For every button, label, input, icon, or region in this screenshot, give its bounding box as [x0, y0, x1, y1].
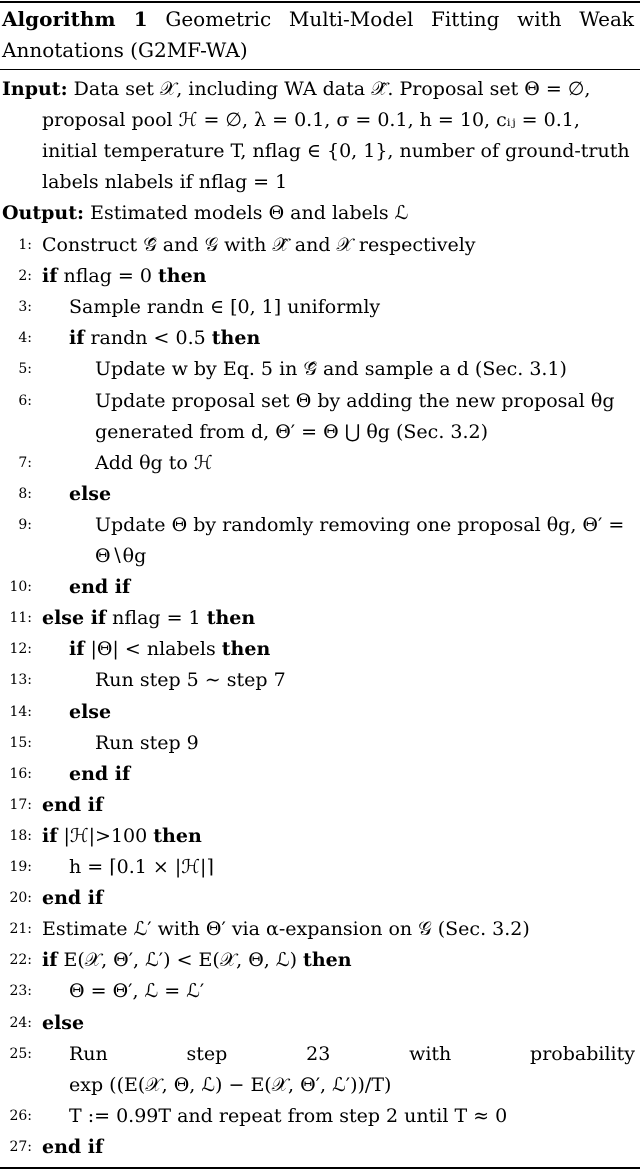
- line-text: Add θg to ℋ: [95, 451, 213, 474]
- line-text: E(𝒳, Θ′, ℒ′) < E(𝒳, Θ, ℒ): [63, 949, 297, 972]
- algorithm-line: [0, 261, 640, 292]
- line-content: [95, 354, 567, 385]
- line-content: [95, 728, 199, 759]
- keyword: end if: [42, 1135, 104, 1158]
- line-content: [42, 883, 103, 914]
- line-text: h = ⌈0.1 × |ℋ|⌉: [69, 856, 214, 878]
- line-number: 13:: [9, 672, 32, 689]
- line-content: [42, 821, 202, 852]
- line-content: [69, 1070, 391, 1101]
- line-text: Estimate ℒ′ with Θ′ via α-expansion on 𝒢 (Sec. 3.2): [42, 918, 530, 941]
- line-text: generated from d, Θ′ = Θ ⋃ θg (Sec. 3.2): [95, 420, 489, 443]
- algorithm-line: [0, 1008, 640, 1039]
- line-content: [69, 759, 130, 790]
- algorithm-line: [0, 1101, 640, 1132]
- line-number: 2:: [18, 268, 32, 285]
- output-label: Output:: [2, 202, 85, 224]
- caption-rule: [0, 69, 640, 70]
- line-text: Run step 23 with probability: [69, 1042, 635, 1065]
- line-text: Update Θ by randomly removing one proposal θg, Θ′ =: [95, 513, 625, 536]
- line-content: [69, 697, 111, 728]
- keyword: else: [42, 1011, 85, 1034]
- keyword: else: [69, 700, 112, 723]
- keyword: then: [158, 265, 207, 288]
- algorithm-line: [0, 790, 640, 821]
- line-number: 24:: [9, 1014, 32, 1031]
- algorithm-caption: [2, 4, 634, 66]
- algorithm-line: [0, 323, 640, 354]
- input-line-3: initial temperature T, nflag ∈ {0, 1}, number of ground-truth: [42, 140, 630, 162]
- line-content: [69, 852, 214, 883]
- algorithm-line: [0, 510, 640, 541]
- keyword: else: [69, 482, 112, 505]
- algorithm-line: [0, 945, 640, 976]
- line-number: 21:: [9, 921, 32, 938]
- algorithm-line: [0, 417, 640, 448]
- line-content: [95, 665, 286, 696]
- algorithm-line: [0, 852, 640, 883]
- line-content: [95, 510, 624, 541]
- keyword: if: [42, 265, 58, 288]
- algorithm-line: [0, 821, 640, 852]
- line-number: 16:: [9, 765, 32, 782]
- algorithm-line: [0, 665, 640, 696]
- line-content: [69, 479, 111, 510]
- line-text: Θ∖θg: [95, 545, 147, 567]
- line-text: Run step 5 ∼ step 7: [95, 669, 286, 692]
- algorithm-line: [0, 1132, 640, 1163]
- line-content: [69, 1101, 507, 1132]
- line-content: [42, 914, 530, 945]
- input-line-4: labels nlabels if nflag = 1: [42, 171, 288, 193]
- keyword: end if: [69, 762, 131, 785]
- algorithm-line: [0, 572, 640, 603]
- algorithm-line: [0, 976, 640, 1007]
- line-number: 11:: [9, 610, 32, 627]
- algorithm-line: [0, 479, 640, 510]
- line-text: randn < 0.5: [90, 327, 206, 350]
- output-text: Estimated models Θ and labels ℒ: [90, 202, 409, 224]
- line-number: 26:: [9, 1107, 32, 1124]
- keyword: if: [42, 824, 58, 847]
- line-number: 10:: [9, 579, 32, 596]
- line-number: 17:: [9, 796, 32, 813]
- line-content: [42, 1008, 84, 1039]
- keyword: then: [206, 607, 256, 630]
- line-text: T := 0.99T and repeat from step 2 until T ≈ 0: [69, 1104, 508, 1127]
- keyword: end if: [42, 887, 104, 910]
- line-number: 14:: [9, 703, 32, 720]
- algorithm-line: [0, 292, 640, 323]
- line-content: [69, 292, 380, 323]
- keyword: then: [153, 824, 202, 847]
- line-number: 19:: [9, 859, 32, 875]
- bottom-rule: [0, 1167, 640, 1169]
- line-content: [42, 603, 255, 634]
- keyword: then: [211, 327, 261, 350]
- line-content: [95, 417, 488, 448]
- keyword: if: [69, 638, 85, 661]
- line-content: [95, 386, 614, 417]
- line-content: [42, 230, 476, 261]
- line-text: Θ = Θ′, ℒ = ℒ′: [69, 980, 205, 1003]
- line-text: nflag = 1: [112, 607, 201, 630]
- keyword: then: [303, 949, 352, 972]
- algorithm-line: [0, 230, 640, 261]
- line-number: 7:: [18, 454, 32, 471]
- line-number: 3:: [18, 299, 32, 316]
- output-block: [2, 198, 634, 229]
- line-number: 9:: [18, 516, 32, 533]
- line-number: 1:: [18, 237, 32, 253]
- input-line-2: proposal pool ℋ = ∅, λ = 0.1, σ = 0.1, h = 10, cᵢⱼ = 0.1,: [42, 109, 580, 131]
- keyword: else if: [42, 607, 107, 630]
- line-content: [42, 261, 207, 292]
- algorithm-line: [0, 1039, 640, 1070]
- line-number: 23:: [9, 983, 32, 1000]
- line-number: 27:: [9, 1138, 32, 1155]
- line-text: nflag = 0: [63, 265, 152, 288]
- keyword: if: [69, 327, 85, 350]
- algorithm-line: [0, 883, 640, 914]
- line-text: exp ((E(𝒳, Θ, ℒ) − E(𝒳, Θ′, ℒ′))/T): [69, 1073, 392, 1096]
- line-number: 6:: [18, 392, 32, 409]
- line-text: |Θ| < nlabels: [90, 638, 216, 661]
- line-content: [69, 572, 130, 603]
- line-content: [69, 976, 204, 1007]
- input-label: Input:: [2, 78, 68, 100]
- line-content: [69, 323, 260, 354]
- line-content: [95, 448, 213, 479]
- line-number: 4:: [18, 330, 32, 347]
- line-number: 5:: [18, 361, 32, 378]
- line-content: [42, 945, 352, 976]
- algorithm-line: [0, 354, 640, 385]
- caption-label: Algorithm 1: [2, 7, 148, 31]
- top-rule: [0, 1, 640, 3]
- algorithm-line: [0, 697, 640, 728]
- line-number: 18:: [9, 827, 32, 844]
- keyword: end if: [42, 793, 104, 816]
- algorithm-line: [0, 386, 640, 417]
- line-number: 12:: [9, 641, 32, 658]
- line-number: 15:: [9, 734, 32, 751]
- line-content: [42, 1132, 103, 1163]
- algorithm-line: [0, 759, 640, 790]
- line-content: [69, 634, 270, 665]
- line-text: Update proposal set Θ by adding the new proposal θg: [95, 389, 615, 412]
- line-number: 8:: [18, 485, 32, 502]
- keyword: if: [42, 949, 58, 972]
- line-content: [95, 541, 146, 572]
- algorithm-line: [0, 1070, 640, 1101]
- line-text: Run step 9: [95, 731, 199, 754]
- caption-title: Geometric Multi-Model Fitting with Weak Annotations (G2MF-WA): [2, 7, 634, 62]
- algorithm-line: [0, 914, 640, 945]
- line-text: Construct 𝒢̂ and 𝒢 with 𝒳̂ and 𝒳 respectively: [42, 234, 476, 256]
- algorithm-line: [0, 634, 640, 665]
- line-number: 22:: [9, 952, 32, 969]
- algorithm-line: [0, 448, 640, 479]
- line-number: 25:: [9, 1045, 32, 1062]
- algorithm-line: [0, 603, 640, 634]
- input-block: [2, 74, 634, 198]
- line-text: Sample randn ∈ [0, 1] uniformly: [69, 296, 381, 319]
- input-line-1: Data set 𝒳, including WA data 𝒳̂. Proposal set Θ = ∅,: [73, 78, 591, 100]
- algorithm-line: [0, 728, 640, 759]
- line-content: [42, 790, 103, 821]
- line-number: 20:: [9, 890, 32, 907]
- algorithm-line: [0, 541, 640, 572]
- keyword: end if: [69, 576, 131, 599]
- keyword: then: [221, 638, 271, 661]
- line-text: |ℋ|>100: [63, 824, 148, 847]
- line-text: Update w by Eq. 5 in 𝒢̂ and sample a d (Sec. 3.1): [95, 358, 567, 381]
